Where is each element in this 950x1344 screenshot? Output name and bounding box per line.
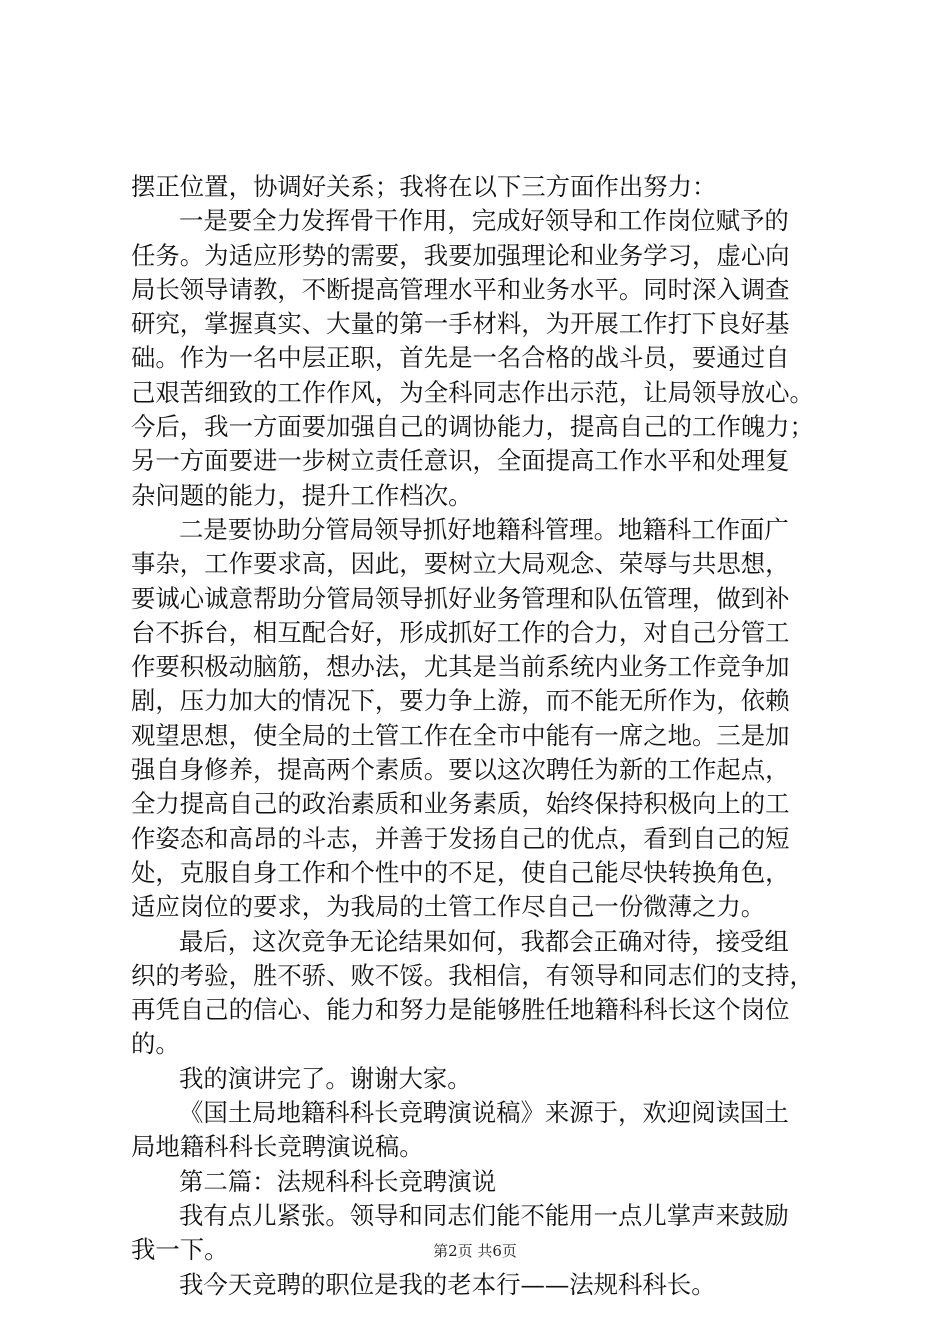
text-line: 织的考验，胜不骄、败不馁。我相信，有领导和同志们的支持， <box>131 960 814 990</box>
text-line: 的。 <box>131 1029 180 1059</box>
text-line: 强自身修养，提高两个素质。要以这次聘任为新的工作起点， <box>131 755 790 785</box>
text-line: 全力提高自己的政治素质和业务素质，始终保持积极向上的工 <box>131 789 790 819</box>
text-line: 己艰苦细致的工作作风，为全科同志作出示范，让局领导放心。 <box>131 377 814 407</box>
paragraph-1-start: 一是要全力发挥骨干作用，完成好领导和工作岗位赋予的 <box>179 206 789 236</box>
text-line: 适应岗位的要求，为我局的土管工作尽自己一份微薄之力。 <box>131 892 766 922</box>
text-line: 今后，我一方面要加强自己的调协能力，提高自己的工作魄力； <box>131 412 814 442</box>
text-line: 杂问题的能力，提升工作档次。 <box>131 480 473 510</box>
text-line: 局长领导请教，不断提高管理水平和业务水平。同时深入调查 <box>131 274 790 304</box>
paragraph-2-start: 二是要协助分管局领导抓好地籍科管理。地籍科工作面广 <box>179 514 789 544</box>
text-line: 要诚心诚意帮助分管局领导抓好业务管理和队伍管理，做到补 <box>131 583 790 613</box>
text-line: 台不拆台，相互配合好，形成抓好工作的合力，对自己分管工 <box>131 617 790 647</box>
text-line: 我一下。 <box>131 1235 229 1265</box>
text-line: 再凭自己的信心、能力和努力是能够胜任地籍科科长这个岗位 <box>131 995 790 1025</box>
text-line: 另一方面要进一步树立责任意识，全面提高工作水平和处理复 <box>131 446 790 476</box>
text-line: 研究，掌握真实、大量的第一手材料，为开展工作打下良好基 <box>131 309 790 339</box>
paragraph-4-start: 我的演讲完了。谢谢大家。 <box>179 1063 472 1093</box>
text-line: 作要积极动脑筋，想办法，尤其是当前系统内业务工作竞争加 <box>131 652 790 682</box>
text-line: 处，克服自身工作和个性中的不足，使自己能尽快转换角色， <box>131 857 790 887</box>
text-line: 观望思想，使全局的土管工作在全市中能有一席之地。三是加 <box>131 720 790 750</box>
text-line: 摆正位置，协调好关系；我将在以下三方面作出努力： <box>131 172 717 201</box>
paragraph-3-start: 最后，这次竞争无论结果如何，我都会正确对待，接受组 <box>179 926 789 956</box>
section-heading: 第二篇：法规科科长竞聘演说 <box>179 1166 497 1196</box>
text-line: 础。作为一名中层正职，首先是一名合格的战斗员，要通过自 <box>131 343 790 373</box>
paragraph-5-start: 《国土局地籍科科长竞聘演说稿》来源于，欢迎阅读国土 <box>179 1098 789 1128</box>
text-line: 事杂，工作要求高，因此，要树立大局观念、荣辱与共思想， <box>131 549 790 579</box>
document-body <box>131 170 831 1302</box>
text-line: 任务。为适应形势的需要，我要加强理论和业务学习，虚心向 <box>131 240 790 270</box>
text-line: 作姿态和高昂的斗志，并善于发扬自己的优点，看到自己的短 <box>131 823 790 853</box>
text-line: 剧，压力加大的情况下，要力争上游，而不能无所作为，依赖 <box>131 686 790 716</box>
paragraph-6-start: 我有点儿紧张。领导和同志们能不能用一点儿掌声来鼓励 <box>179 1200 789 1230</box>
text-line: 局地籍科科长竞聘演说稿。 <box>131 1132 424 1162</box>
paragraph-7-start: 我今天竞聘的职位是我的老本行——法规科科长。 <box>179 1269 716 1299</box>
page-number-footer: 第2页 共6页 <box>433 1242 517 1260</box>
